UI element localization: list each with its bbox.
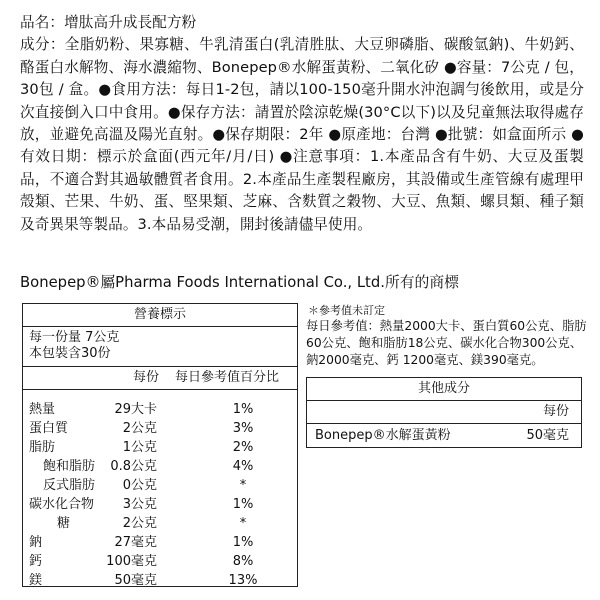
- reference-asterisk-note: ＊參考值未訂定: [308, 304, 385, 317]
- nutrient-value: 0公克: [122, 478, 157, 493]
- nutrient-name: 反式脂肪: [43, 478, 96, 493]
- nutrient-name: 鈉: [29, 535, 43, 550]
- daily-reference-note: [306, 303, 590, 368]
- nutrient-name: 脂肪: [29, 440, 56, 455]
- nutrition-title: 營養標示: [23, 304, 297, 327]
- nutrient-percent: *: [239, 478, 247, 493]
- other-ingredient-value: 50毫克: [526, 428, 569, 443]
- nutrient-row: [23, 438, 297, 457]
- nutrient-percent: 13%: [228, 573, 258, 588]
- nutrient-percent: 4%: [232, 459, 254, 474]
- nutrient-name: 碳水化合物: [29, 497, 95, 512]
- serving-size: 每一份量 7公克: [29, 330, 120, 345]
- other-col-per-serving: 每份: [307, 401, 581, 424]
- nutrient-row: [23, 476, 297, 495]
- nutrient-value: 2公克: [122, 516, 157, 531]
- product-description: [20, 12, 584, 236]
- nutrient-row: [23, 514, 297, 533]
- serving-info: [23, 327, 297, 367]
- nutrient-value: 1公克: [122, 440, 157, 455]
- nutrient-row: [23, 533, 297, 552]
- nutrient-value: 2公克: [122, 421, 157, 436]
- nutrient-row: [23, 495, 297, 514]
- nutrient-name: 蛋白質: [29, 421, 69, 436]
- nutrient-name: 飽和脂肪: [43, 459, 96, 474]
- nutrition-facts-table: [22, 303, 298, 587]
- nutrient-row: [23, 419, 297, 438]
- nutrition-rows: [23, 390, 297, 590]
- nutrient-percent: 1%: [232, 535, 254, 550]
- col-daily-value: 每日參考值百分比: [175, 370, 280, 385]
- nutrient-name: 鎂: [29, 573, 43, 588]
- nutrient-name: 熱量: [29, 402, 56, 417]
- nutrient-percent: 1%: [232, 497, 254, 512]
- nutrient-percent: *: [239, 516, 247, 531]
- nutrient-value: 100毫克: [106, 554, 157, 569]
- product-name-line: 品名：增肽高升成長配方粉: [20, 14, 197, 31]
- product-details-text: 成分：全脂奶粉、果寡糖、牛乳清蛋白(乳清胜肽、大豆卵磷脂、碳酸氫鈉)、牛奶鈣、酪蛋白水解物、海水濃縮物、Bonepep®水解蛋黃粉、二氧化矽 ●容量：7公克 / 包，30包 / 盒。●食用方法：每日1-2包，請以100-150毫升開水沖泡調勻後飲用，或是分次直接倒入口中食用。●保存方法：請置於陰涼乾燥(30°C以下)以及兒童無法取得處存放，並避免高溫及陽光直射。●保存期限：2年 ●原產地：台灣 ●批號：如盒面所示 ●有效日期：標示於盒面(西元年/月/日) ●注意事項：1.本產品含有牛奶、大豆及蛋製品，不適合對其過敏體質者食用。2.本產品生產製程廠房，其設備或生產管線有處理甲殼類、芒果、牛奶、蛋、堅果類、芝麻、含麩質之穀物、大豆、魚類、螺貝類、種子類及奇異果等製品。3.本品易受潮，開封後請儘早使用。: [20, 36, 584, 233]
- nutrient-value: 27毫克: [114, 535, 157, 550]
- nutrient-value: 3公克: [122, 497, 157, 512]
- servings-per-package: 本包裝含30份: [29, 346, 111, 361]
- nutrient-row: [23, 400, 297, 419]
- nutrient-name: 鈣: [29, 554, 43, 569]
- other-ingredient-name: Bonepep®水解蛋黃粉: [315, 428, 451, 443]
- other-title: 其他成分: [307, 378, 581, 401]
- nutrition-column-header: [23, 367, 297, 390]
- nutrient-row: [23, 552, 297, 571]
- nutrient-percent: 1%: [232, 402, 254, 417]
- other-ingredients-table: [306, 377, 582, 448]
- nutrient-percent: 2%: [232, 440, 254, 455]
- reference-values-text: 每日參考值：熱量2000大卡、蛋白質60公克、脂肪60公克、飽和脂肪18公克、碳水化合物300公克、鈉2000毫克、鈣 1200毫克、鎂390毫克。: [306, 319, 587, 367]
- nutrient-value: 0.8公克: [110, 459, 157, 474]
- nutrient-row: [23, 457, 297, 476]
- trademark-owner-line: Bonepep®屬Pharma Foods International Co., Ltd.所有的商標: [20, 274, 459, 291]
- nutrient-percent: 8%: [232, 554, 254, 569]
- col-per-serving: 每份: [133, 370, 160, 385]
- nutrient-name: 糖: [57, 516, 71, 531]
- nutrient-percent: 3%: [232, 421, 254, 436]
- nutrient-value: 29大卡: [114, 402, 157, 417]
- other-ingredient-row: [307, 424, 581, 448]
- nutrient-value: 50毫克: [114, 573, 157, 588]
- nutrient-row: [23, 571, 297, 590]
